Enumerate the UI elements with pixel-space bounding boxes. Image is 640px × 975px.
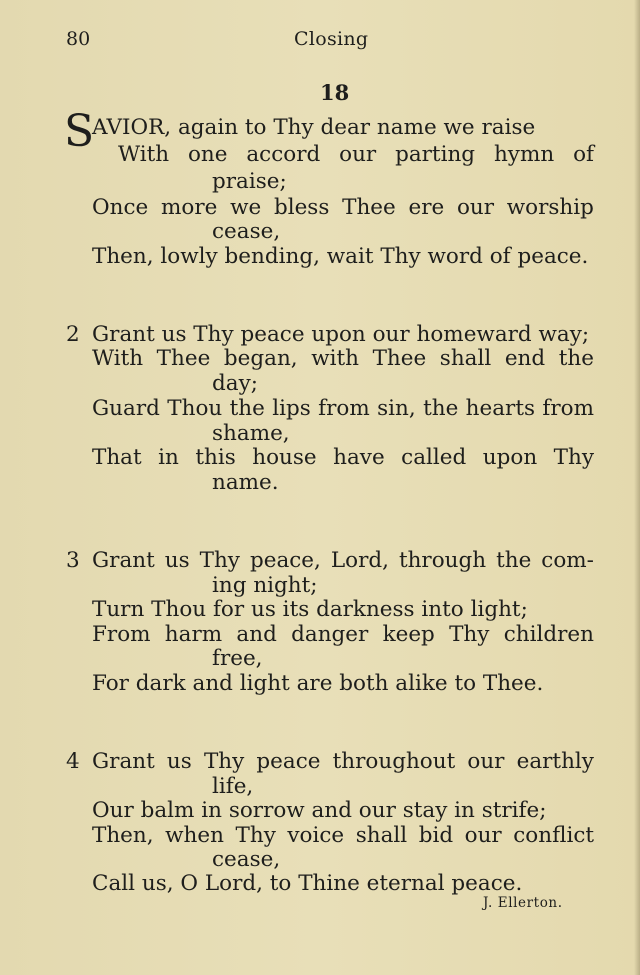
stanza-1-line-1: AVIOR, again to Thy dear name we raise	[92, 115, 536, 140]
word: danger	[291, 622, 369, 647]
word: parting	[395, 142, 476, 167]
word: Then,	[92, 823, 154, 848]
word: shall	[439, 346, 492, 371]
word: shall	[355, 823, 408, 848]
word: throughout	[332, 749, 456, 774]
word: through	[398, 548, 487, 573]
word: began,	[223, 346, 298, 371]
word: us	[164, 548, 190, 573]
word: upon	[482, 445, 538, 470]
word: harm	[164, 622, 223, 647]
word: us	[166, 749, 192, 774]
word: from	[318, 396, 370, 421]
word: Once	[92, 195, 149, 220]
word: Grant	[92, 749, 155, 774]
word: peace	[256, 749, 321, 774]
stanza-3-line-3	[92, 622, 594, 648]
word: Thy	[553, 445, 594, 470]
word: the	[229, 396, 265, 421]
stanza-3-line-1-cont: ing night;	[212, 573, 318, 598]
stanza-3-line-2: Turn Thou for us its darkness into light;	[92, 597, 528, 622]
stanza-1-line-3-cont: cease,	[212, 219, 281, 244]
stanza-4-line-4: Call us, O Lord, to Thine eternal peace.	[92, 871, 523, 896]
word: com-	[541, 548, 594, 573]
word: conflict	[513, 823, 594, 848]
word: Lord,	[330, 548, 389, 573]
word: From	[92, 622, 151, 647]
word: when	[165, 823, 224, 848]
word: Thou	[167, 396, 223, 421]
word: Thy	[203, 749, 245, 774]
word: our	[467, 749, 505, 774]
word: earthly	[516, 749, 594, 774]
word: accord	[246, 142, 321, 167]
stanza-4-number: 4	[66, 749, 80, 774]
running-title: Closing	[294, 28, 369, 50]
word: Thee	[156, 346, 211, 371]
stanza-2-line-4-cont: name.	[212, 470, 279, 495]
hymn-number: 18	[320, 80, 350, 105]
stanza-3-number: 3	[66, 548, 80, 573]
word: hymn	[493, 142, 555, 167]
word: Thy	[199, 548, 240, 573]
word: in	[158, 445, 179, 470]
stanza-1-line-2-cont: praise;	[212, 169, 287, 194]
word: we	[230, 195, 262, 220]
stanza-4-line-1	[92, 749, 594, 775]
word: of	[573, 142, 594, 167]
stanza-2-line-3-cont: shame,	[212, 421, 290, 446]
word: more	[160, 195, 218, 220]
word: Guard	[92, 396, 160, 421]
word: from	[542, 396, 594, 421]
word: our	[456, 195, 495, 220]
word: and	[236, 622, 277, 647]
word: the	[558, 346, 594, 371]
stanza-3-line-1	[92, 548, 594, 574]
word: with	[311, 346, 359, 371]
word: the	[496, 548, 532, 573]
word: peace,	[249, 548, 321, 573]
page-number: 80	[66, 28, 91, 50]
stanza-1-line-4: Then, lowly bending, wait Thy word of peace.	[92, 244, 589, 269]
word: Thee	[342, 195, 396, 220]
word: children	[503, 622, 594, 647]
word: Grant	[92, 548, 155, 573]
page-header	[0, 28, 640, 58]
stanza-4-line-3-cont: cease,	[212, 847, 281, 872]
word: one	[187, 142, 228, 167]
word: Thee	[372, 346, 427, 371]
word: bid	[418, 823, 454, 848]
stanza-2-number: 2	[66, 322, 80, 347]
word: end	[504, 346, 546, 371]
word: our	[339, 142, 377, 167]
word: With	[92, 346, 144, 371]
stanza-1-line-2	[118, 142, 594, 168]
stanza-2-line-4	[92, 445, 594, 471]
word: called	[401, 445, 467, 470]
stanza-2-line-2-cont: day;	[212, 371, 258, 396]
word: the	[423, 396, 459, 421]
stanza-4-line-3	[92, 823, 594, 849]
word: That	[92, 445, 142, 470]
word: keep	[382, 622, 435, 647]
stanza-1-line-3	[92, 195, 594, 221]
word: bless	[273, 195, 330, 220]
word: hearts	[465, 396, 536, 421]
stanza-3-line-3-cont: free,	[212, 646, 263, 671]
stanza-4-line-1-cont: life,	[212, 774, 254, 799]
word: Thy	[449, 622, 490, 647]
stanza-3-line-4: For dark and light are both alike to Thee.	[92, 671, 544, 696]
word: worship	[506, 195, 594, 220]
word: ere	[408, 195, 445, 220]
word: voice	[287, 823, 345, 848]
word: With	[118, 142, 170, 167]
word: lips	[272, 396, 311, 421]
page-edge-shadow	[634, 0, 640, 975]
drop-cap: S	[64, 106, 95, 157]
author-attribution: J. Ellerton.	[483, 895, 563, 911]
word: have	[333, 445, 385, 470]
stanza-2-line-1: Grant us Thy peace upon our homeward way;	[92, 322, 590, 347]
word: this	[195, 445, 236, 470]
stanza-2-line-3	[92, 396, 594, 422]
word: our	[464, 823, 502, 848]
word: Thy	[235, 823, 276, 848]
stanza-4-line-2: Our balm in sorrow and our stay in strife;	[92, 798, 547, 823]
stanza-2-line-2	[92, 346, 594, 372]
word: house	[252, 445, 317, 470]
word: sin,	[377, 396, 416, 421]
